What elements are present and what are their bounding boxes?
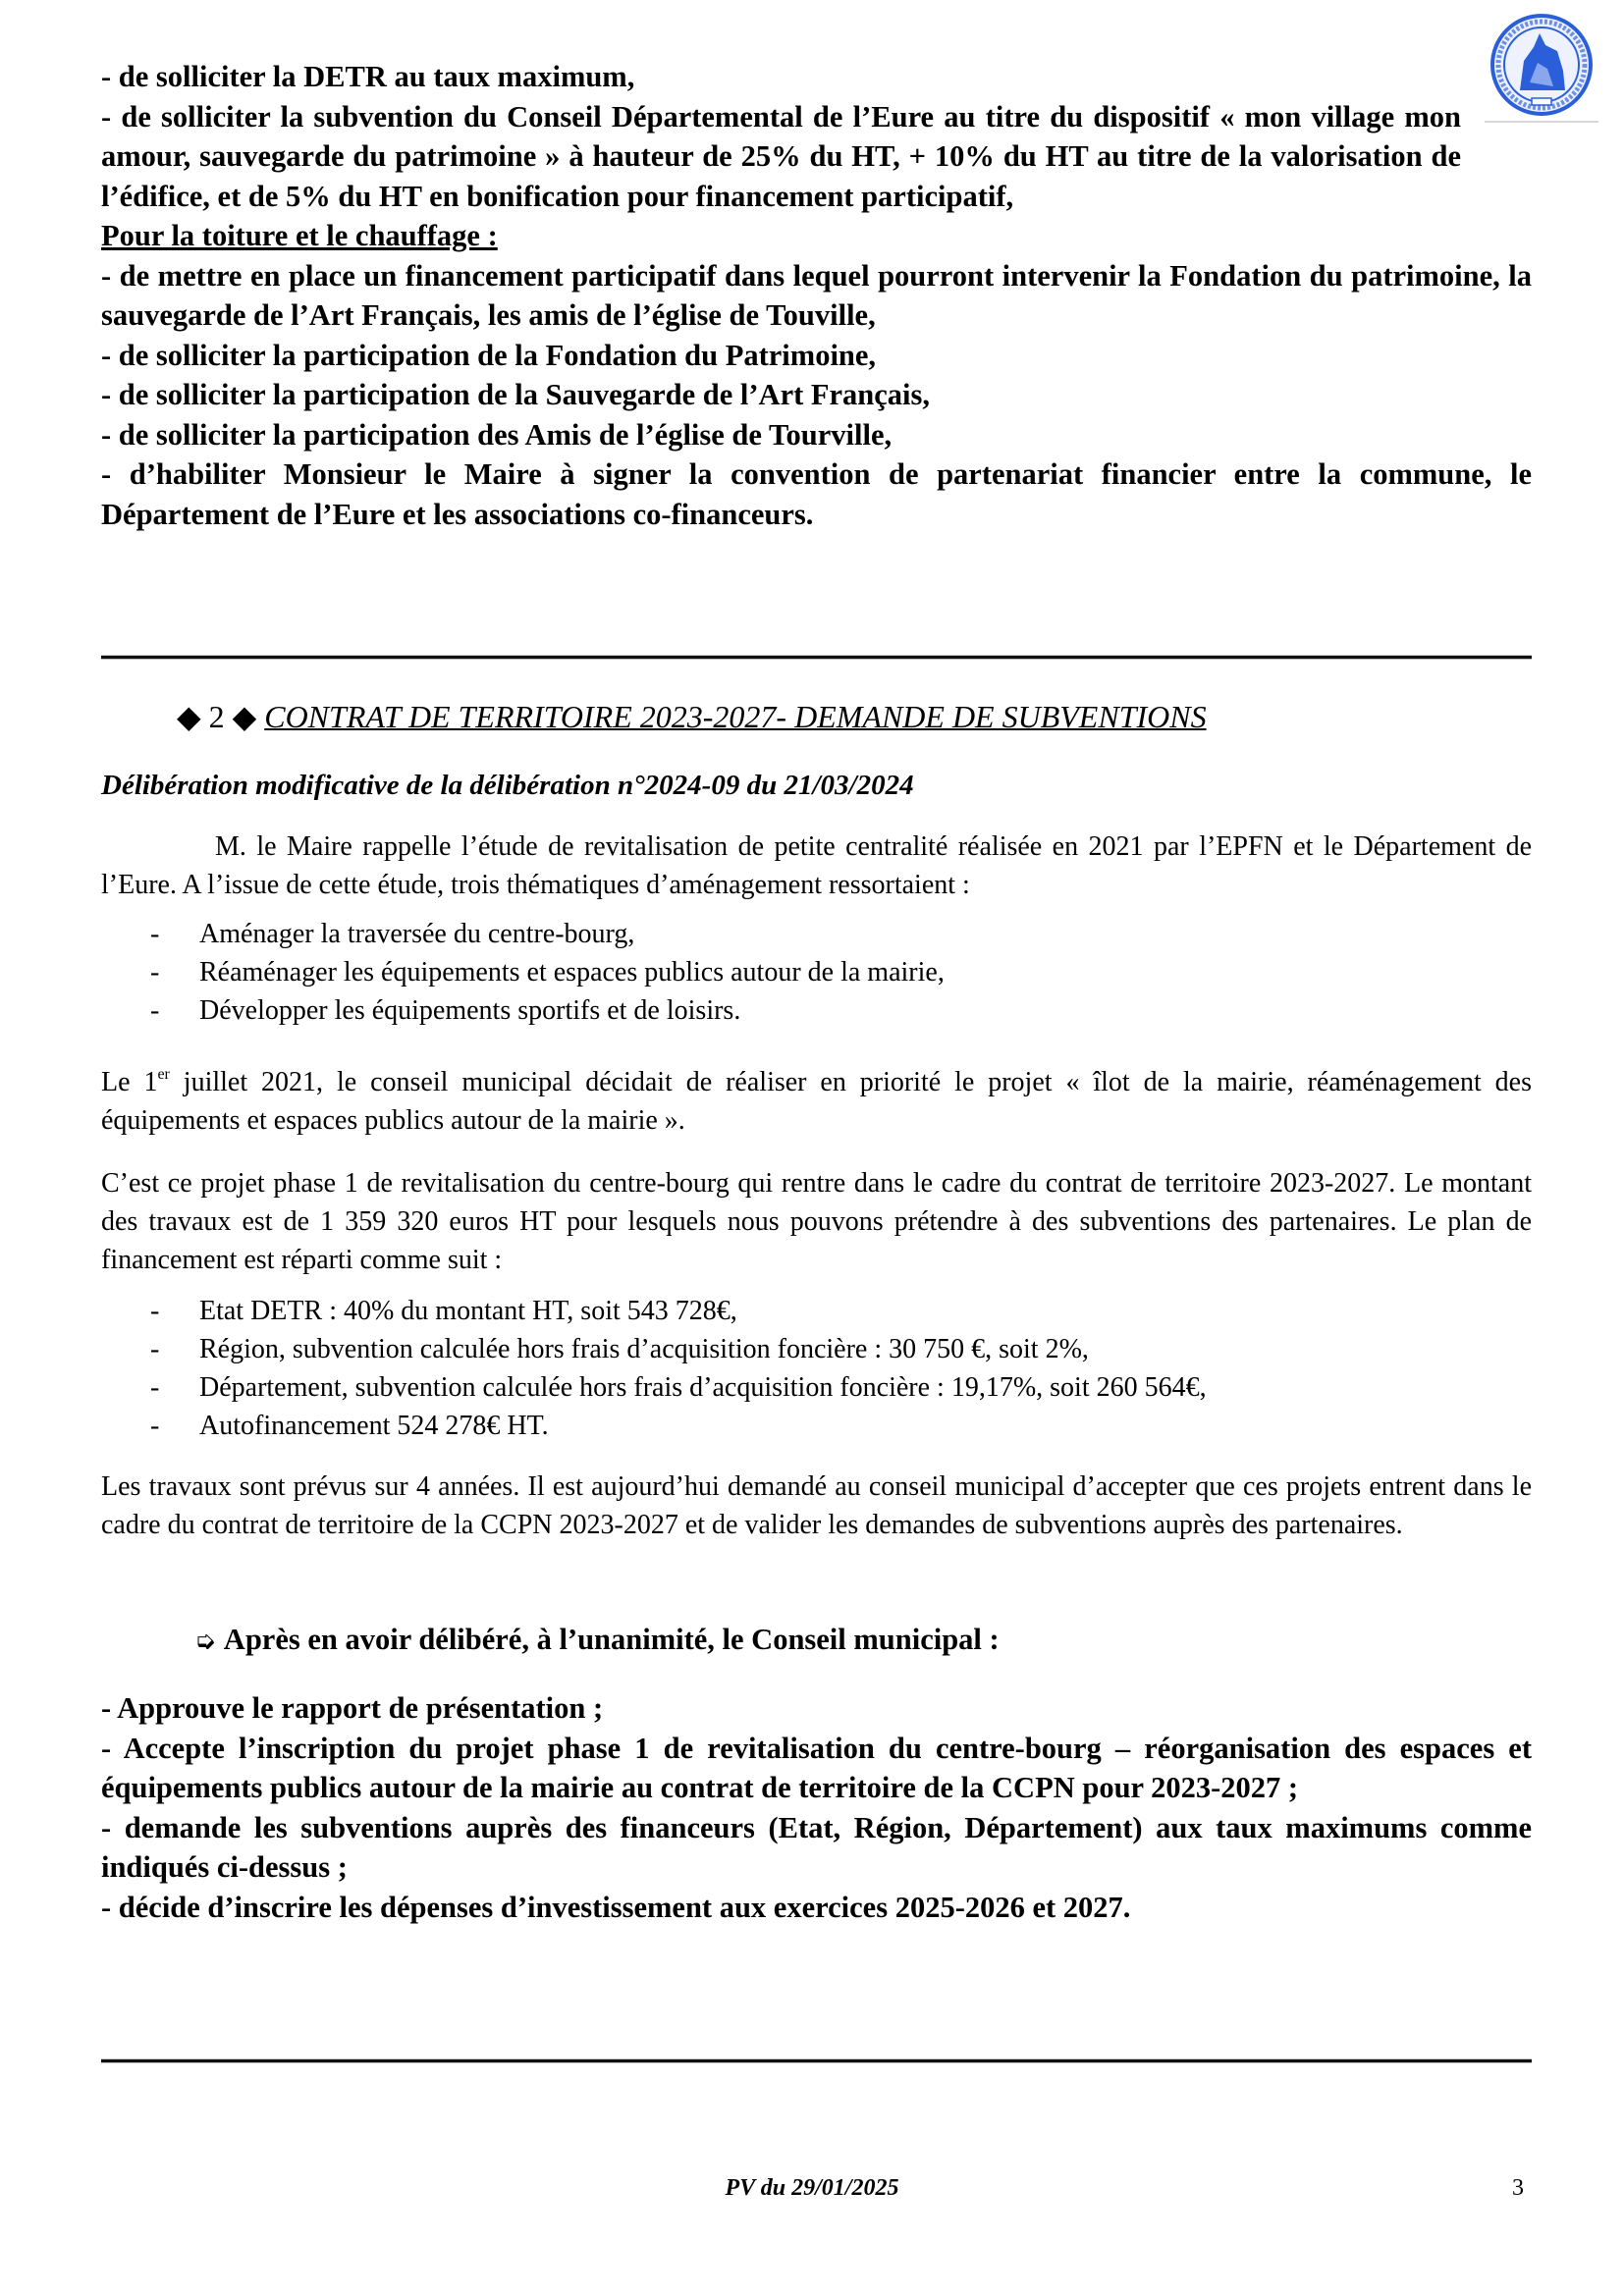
roof-heating-subheading: Pour la toiture et le chauffage :	[101, 219, 498, 252]
decision-lead	[194, 1620, 1000, 1661]
list-item: - Développer les équipements sportifs et de loisirs.	[150, 995, 741, 1026]
theme-text: Réaménager les équipements et espaces publics autour de la mairie,	[199, 957, 945, 988]
crowdfunding-item: - de mettre en place un financement participatif dans lequel pourront intervenir la Fondation du patrimoine, la sauvegarde de l’Art Français, les amis de l’église de Touville,	[101, 258, 1532, 332]
financing-text: Etat DETR : 40% du montant HT, soit 543 728€,	[199, 1296, 737, 1326]
financing-text: Région, subvention calculée hors frais d’acquisition foncière : 30 750 €, soit 2%,	[199, 1334, 1089, 1364]
ordinal-superscript: er	[157, 1066, 170, 1083]
deliberation-reference: Délibération modificative de la délibération n°2024-09 du 21/03/2024	[101, 770, 914, 801]
decision-item: - demande les subventions auprès des financeurs (Etat, Région, Département) aux taux maximums comme indiqués ci-dessus ;	[101, 1810, 1532, 1884]
works-text: Les travaux sont prévus sur 4 années. Il est aujourd’hui demandé au conseil municipal d’accepter que ces projets entrent dans le cadre du contrat de territoire de la CCPN 2023-2027 et de valider les demandes de subventions auprès des partenaires.	[101, 1471, 1532, 1540]
decision-lead-text: Après en avoir délibéré, à l’unanimité, le Conseil municipal :	[223, 1623, 1000, 1656]
financing-text: Autofinancement 524 278€ HT.	[199, 1411, 549, 1441]
project-text: C’est ce projet phase 1 de revitalisation du centre-bourg qui rentre dans le cadre du contrat de territoire 2023-2027. Le montant des travaux est de 1 359 320 euros HT pour lesquels nous pouvons prétendre à des subventions des partenaires. Le plan de financement est réparti comme suit :	[101, 1168, 1532, 1275]
priority-paragraph	[101, 1063, 1532, 1140]
page-number: 3	[1512, 2175, 1524, 2201]
footer-divider	[101, 2059, 1532, 2062]
section-number: ◆ 2 ◆	[177, 699, 257, 734]
para-start: Le 1	[101, 1067, 158, 1097]
section-divider	[101, 656, 1532, 659]
section-title-text: CONTRAT DE TERRITOIRE 2023-2027- DEMANDE DE SUBVENTIONS	[264, 699, 1207, 734]
theme-text: Aménager la traversée du centre-bourg,	[199, 919, 635, 949]
financing-list	[101, 1292, 1532, 1445]
list-item: - Etat DETR : 40% du montant HT, soit 543 728€,	[150, 1296, 737, 1326]
intro-paragraph	[101, 828, 1532, 904]
arrow-right-icon: ➭	[194, 1627, 216, 1655]
decision-item: - Approuve le rapport de présentation ;	[101, 1691, 604, 1725]
detr-request-line: - de solliciter la DETR au taux maximum,	[101, 60, 635, 93]
habilitation-item: - d’habiliter Monsieur le Maire à signer la convention de partenariat financier entre la commune, le Département de l’Eure et les associations co-financeurs.	[101, 457, 1532, 531]
decision-item: - décide d’inscrire les dépenses d’investissement aux exercices 2025-2026 et 2027.	[101, 1890, 1131, 1924]
list-item: - Département, subvention calculée hors frais d’acquisition foncière : 19,17%, soit 260 564€,	[150, 1372, 1207, 1403]
department-subsidy-line: - de solliciter la subvention du Conseil Départemental de l’Eure au titre du dispositif « mon village mon amour, sauvegarde du patrimoine » à hauteur de 25% du HT, + 10% du HT au titre de la valorisation de l’édifice, et de 5% du HT en bonification pour financement participatif,	[101, 99, 1461, 213]
decisions-list	[101, 1688, 1532, 1927]
themes-list	[101, 915, 1532, 1030]
para-rest: juillet 2021, le conseil municipal décidait de réaliser en priorité le projet « îlot de la mairie, réaménagement des équipements et espaces publics autour de la mairie ».	[101, 1067, 1532, 1136]
sauvegarde-item: - de solliciter la participation de la Sauvegarde de l’Art Français,	[101, 378, 931, 411]
list-item: - Région, subvention calculée hors frais d’acquisition foncière : 30 750 €, soit 2%,	[150, 1334, 1089, 1364]
list-item: - Réaménager les équipements et espaces publics autour de la mairie,	[150, 957, 945, 988]
fondation-item: - de solliciter la participation de la Fondation du Patrimoine,	[101, 338, 877, 372]
list-item: - Aménager la traversée du centre-bourg,	[150, 919, 635, 949]
project-paragraph	[101, 1164, 1532, 1279]
amis-eglise-item: - de solliciter la participation des Amis de l’église de Tourville,	[101, 417, 893, 452]
footer-label: PV du 29/01/2025	[725, 2175, 899, 2201]
theme-text: Développer les équipements sportifs et de loisirs.	[199, 995, 741, 1026]
section1-continuation	[101, 57, 1532, 534]
list-item: - Autofinancement 524 278€ HT.	[150, 1411, 549, 1441]
decision-item: - Accepte l’inscription du projet phase 1 de revitalisation du centre-bourg – réorganisation des espaces et équipements publics autour de la mairie au contrat de territoire de la CCPN pour 2023-2027 ;	[101, 1731, 1532, 1804]
section-title	[177, 697, 1207, 736]
intro-text: M. le Maire rappelle l’étude de revitalisation de petite centralité réalisée en 2021 par l’EPFN et le Département de l’Eure. A l’issue de cette étude, trois thématiques d’aménagement ressortaient :	[101, 831, 1532, 900]
works-paragraph	[101, 1468, 1532, 1544]
financing-text: Département, subvention calculée hors frais d’acquisition foncière : 19,17%, soit 260 564€,	[199, 1372, 1207, 1403]
